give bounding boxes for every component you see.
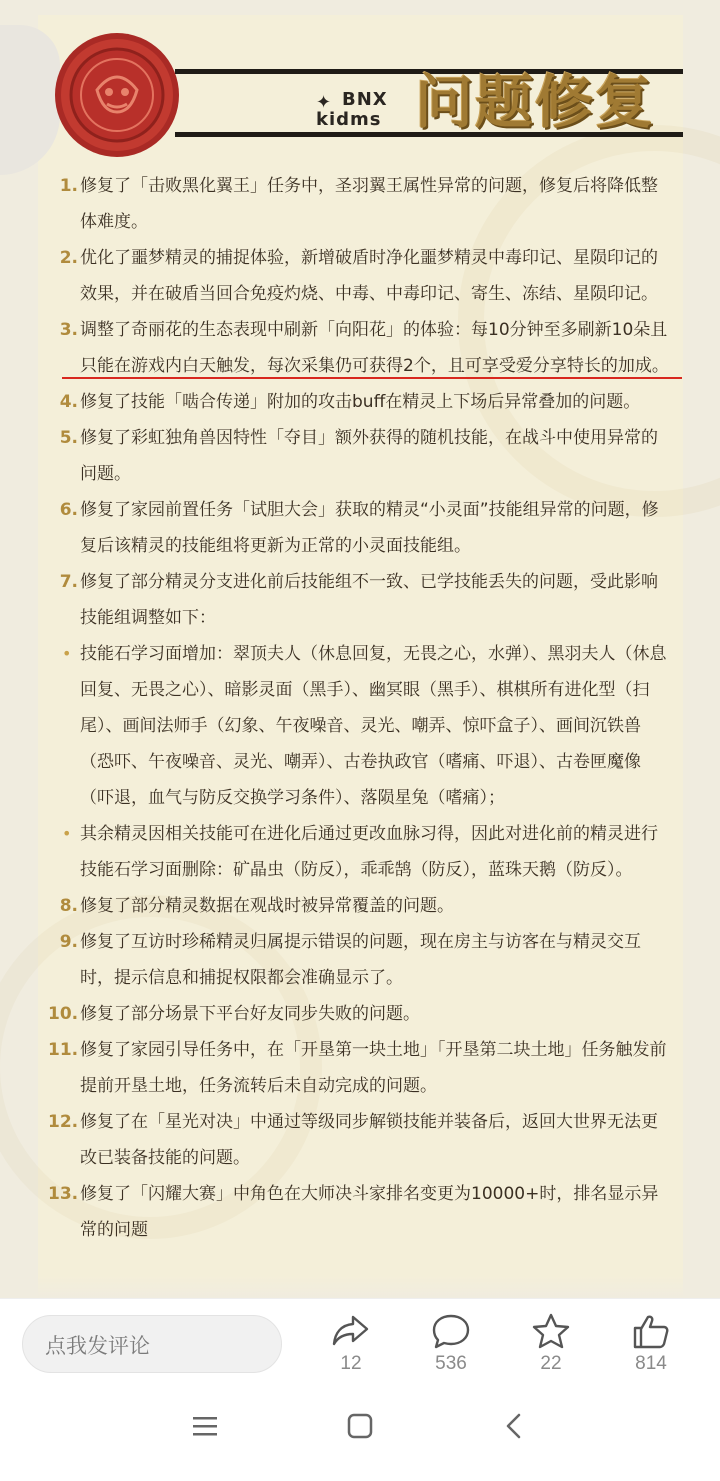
item-text: 技能石学习面增加：翠顶夫人（休息回复，无畏之心，水弹）、黑羽夫人（休息回复、无畏之心）、暗影灵面（黑手）、幽冥眼（黑手）、棋棋所有进化型（扫尾）、画间法师手（幻象、午夜噪音、灵光、嘲弄、惊吓盒子）、画间沉铁兽（恐吓、午夜噪音、灵光、嘲弄）、古卷执政官（嗜痛、吓退）、古卷匣魔像（吓退，血气与防反交换学习条件）、落陨星兔（嗜痛）； bbox=[80, 644, 667, 808]
item-number: 5. bbox=[59, 428, 78, 448]
fix-item bbox=[58, 564, 673, 636]
fix-item bbox=[58, 240, 673, 312]
like-count: 814 bbox=[635, 1353, 667, 1374]
highlight-underline bbox=[62, 377, 682, 379]
brand-line-1: BNX bbox=[342, 89, 388, 110]
item-number: 3. bbox=[59, 320, 78, 340]
item-number: 12. bbox=[48, 1112, 79, 1132]
share-icon bbox=[331, 1313, 371, 1349]
fix-item bbox=[58, 924, 673, 996]
item-text: 修复了技能「啮合传递」附加的攻击buff在精灵上下场后异常叠加的问题。 bbox=[80, 392, 641, 412]
bullet-marker: • bbox=[62, 824, 72, 843]
brand-star-icon: ✦ bbox=[316, 92, 332, 113]
item-number: 6. bbox=[59, 500, 78, 520]
item-text: 修复了「击败黑化翼王」任务中，圣羽翼王属性异常的问题，修复后将降低整体难度。 bbox=[80, 176, 658, 232]
page-title: 问题修复 bbox=[415, 68, 656, 136]
bullet-item bbox=[58, 636, 673, 816]
fix-item bbox=[58, 312, 673, 384]
bullet-item bbox=[58, 816, 673, 888]
share-count: 12 bbox=[340, 1353, 362, 1374]
patch-notes-list bbox=[48, 168, 673, 1248]
item-text: 修复了互访时珍稀精灵归属提示错误的问题，现在房主与访客在与精灵交互时，提示信息和捕捉权限都会准确显示了。 bbox=[80, 932, 641, 988]
fix-item bbox=[58, 420, 673, 492]
menu-button[interactable] bbox=[180, 1412, 230, 1462]
item-text: 修复了家园引导任务中，在「开垦第一块土地」「开垦第二块土地」任务触发前提前开垦土地，任务流转后未自动完成的问题。 bbox=[80, 1040, 667, 1096]
comment-icon bbox=[431, 1313, 471, 1349]
item-number: 4. bbox=[59, 392, 78, 412]
item-number: 13. bbox=[48, 1184, 79, 1204]
back-button[interactable] bbox=[490, 1412, 540, 1462]
back-icon bbox=[501, 1412, 529, 1440]
fix-item bbox=[58, 888, 673, 924]
fix-item bbox=[48, 996, 673, 1032]
fix-item bbox=[48, 1176, 673, 1248]
item-number: 1. bbox=[59, 176, 78, 196]
item-number: 8. bbox=[59, 896, 78, 916]
item-number: 9. bbox=[59, 932, 78, 952]
item-text: 优化了噩梦精灵的捕捉体验，新增破盾时净化噩梦精灵中毒印记、星陨印记的效果，并在破盾当回合免疫灼烧、中毒、中毒印记、寄生、冻结、星陨印记。 bbox=[80, 248, 658, 304]
content-fade bbox=[0, 1276, 720, 1298]
favorite-button[interactable] bbox=[516, 1313, 586, 1383]
item-number: 11. bbox=[48, 1040, 79, 1060]
star-icon bbox=[531, 1313, 571, 1349]
system-nav-bar bbox=[0, 1390, 720, 1481]
thumbs-up-icon bbox=[631, 1313, 671, 1349]
item-text: 修复了彩虹独角兽因特性「夺目」额外获得的随机技能，在战斗中使用异常的问题。 bbox=[80, 428, 658, 484]
item-text: 修复了部分精灵数据在观战时被异常覆盖的问题。 bbox=[80, 896, 454, 916]
wax-seal-icon bbox=[52, 30, 182, 160]
item-text: 修复了家园前置任务「试胆大会」获取的精灵“小灵面”技能组异常的问题，修复后该精灵的技能组将更新为正常的小灵面技能组。 bbox=[80, 500, 659, 556]
comment-placeholder: 点我发评论 bbox=[45, 1334, 150, 1358]
item-text: 调整了奇丽花的生态表现中刷新「向阳花」的体验：每10分钟至多刷新10朵且只能在游戏内白天触发，每次采集仍可获得2个，且可享受爱分享特长的加成。 bbox=[80, 320, 669, 376]
fix-item bbox=[48, 1104, 673, 1176]
brand-line-2: kidms bbox=[316, 109, 382, 130]
home-icon bbox=[346, 1412, 374, 1440]
item-text: 修复了在「星光对决」中通过等级同步解锁技能并装备后，返回大世界无法更改已装备技能的问题。 bbox=[80, 1112, 658, 1168]
comment-button[interactable] bbox=[416, 1313, 486, 1383]
fix-item bbox=[58, 384, 673, 420]
comment-count: 536 bbox=[435, 1353, 467, 1374]
item-text: 其余精灵因相关技能可在进化后通过更改血脉习得，因此对进化前的精灵进行技能石学习面删除：矿晶虫（防反），乖乖鹄（防反），蓝珠天鹅（防反）。 bbox=[80, 824, 658, 880]
item-text: 修复了部分场景下平台好友同步失败的问题。 bbox=[80, 1004, 420, 1024]
like-button[interactable] bbox=[616, 1313, 686, 1383]
fix-item bbox=[58, 168, 673, 240]
item-text: 修复了「闪耀大赛」中角色在大师决斗家排名变更为10000+时，排名显示异常的问题 bbox=[80, 1184, 659, 1240]
fix-item bbox=[48, 1032, 673, 1104]
fix-item bbox=[58, 492, 673, 564]
menu-icon bbox=[191, 1412, 219, 1440]
comment-input[interactable] bbox=[22, 1315, 282, 1373]
bullet-marker: • bbox=[62, 644, 72, 663]
action-bar bbox=[0, 1298, 720, 1391]
item-text: 修复了部分精灵分支进化前后技能组不一致、已学技能丢失的问题，受此影响技能组调整如下： bbox=[80, 572, 658, 628]
home-button[interactable] bbox=[335, 1412, 385, 1462]
item-number: 7. bbox=[59, 572, 78, 592]
share-button[interactable] bbox=[316, 1313, 386, 1383]
item-number: 10. bbox=[48, 1004, 79, 1024]
item-number: 2. bbox=[59, 248, 78, 268]
favorite-count: 22 bbox=[540, 1353, 562, 1374]
